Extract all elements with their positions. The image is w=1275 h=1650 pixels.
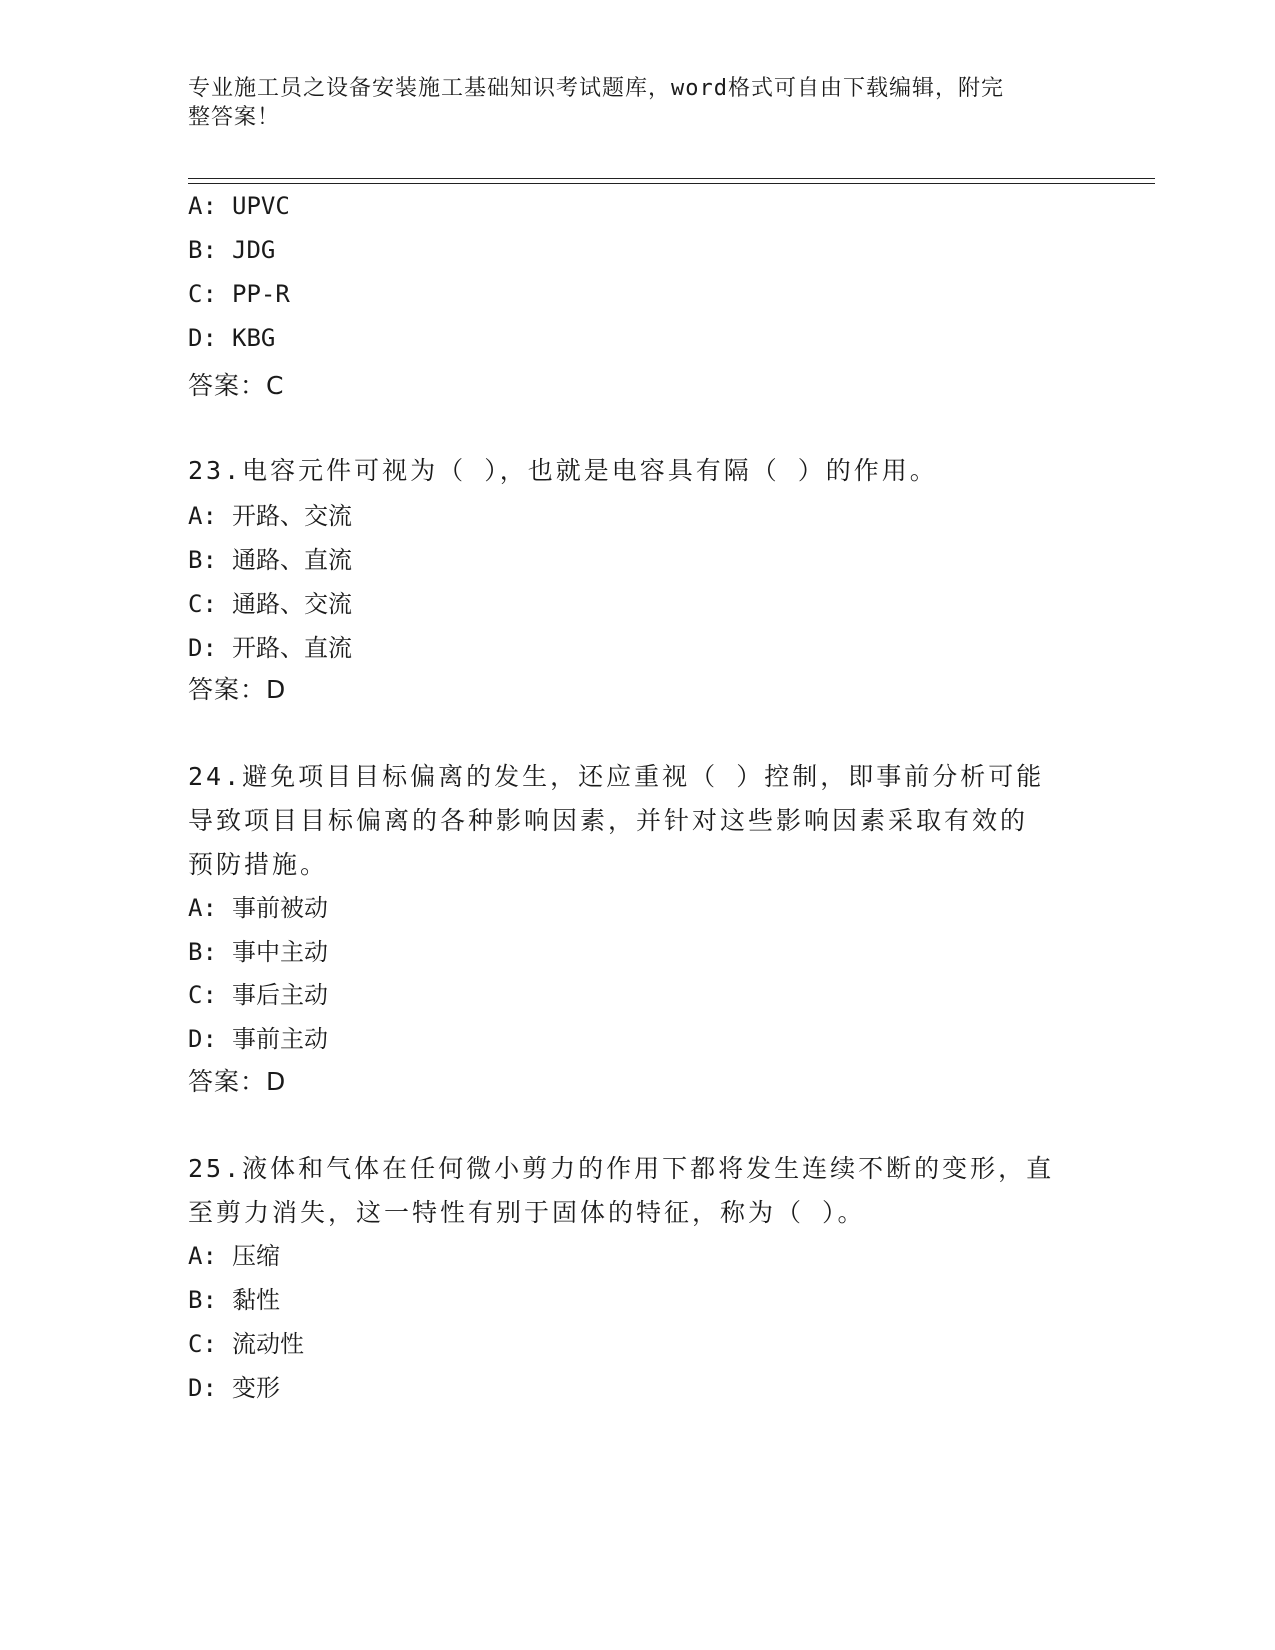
header-title-line-1: 专业施工员之设备安装施工基础知识考试题库，word格式可自由下载编辑，附完 [188, 76, 1004, 101]
q23-option-a: A: 开路、交流 [188, 502, 352, 530]
q24-answer: 答案：D [188, 1067, 287, 1096]
q25-stem-line-2: 至剪力消失，这一特性有别于固体的特征，称为（ ）。 [188, 1198, 866, 1227]
q25-option-a: A: 压缩 [188, 1242, 280, 1270]
header-divider-top [188, 178, 1155, 179]
q23-option-b: B: 通路、直流 [188, 546, 352, 574]
header-divider-bottom [188, 183, 1155, 184]
q22-option-b: B: JDG [188, 236, 276, 264]
q25-option-b: B: 黏性 [188, 1286, 280, 1314]
q22-option-d: D: KBG [188, 324, 276, 352]
q24-option-d: D: 事前主动 [188, 1025, 328, 1053]
q23-option-c: C: 通路、交流 [188, 590, 352, 618]
q24-option-a: A: 事前被动 [188, 894, 328, 922]
q22-option-c: C: PP-R [188, 280, 290, 308]
q24-stem-line-2: 导致项目目标偏离的各种影响因素，并针对这些影响因素采取有效的 [188, 806, 1029, 835]
q24-stem-line-3: 预防措施。 [188, 850, 329, 879]
q22-option-a: A: UPVC [188, 192, 290, 220]
q25-option-c: C: 流动性 [188, 1330, 304, 1358]
q25-stem-line-1: 25.液体和气体在任何微小剪力的作用下都将发生连续不断的变形，直 [188, 1154, 1055, 1183]
q22-answer: 答案：C [188, 371, 285, 400]
q24-option-b: B: 事中主动 [188, 938, 328, 966]
q23-option-d: D: 开路、直流 [188, 634, 352, 662]
page-header [188, 74, 1068, 132]
q24-option-c: C: 事后主动 [188, 981, 328, 1009]
q24-stem-line-1: 24.避免项目目标偏离的发生，还应重视（ ）控制，即事前分析可能 [188, 762, 1045, 791]
q25-option-d: D: 变形 [188, 1374, 280, 1402]
q23-stem: 23.电容元件可视为（ ），也就是电容具有隔（ ）的作用。 [188, 456, 938, 485]
q23-answer: 答案：D [188, 675, 287, 704]
header-title-line-2: 整答案！ [188, 105, 281, 130]
